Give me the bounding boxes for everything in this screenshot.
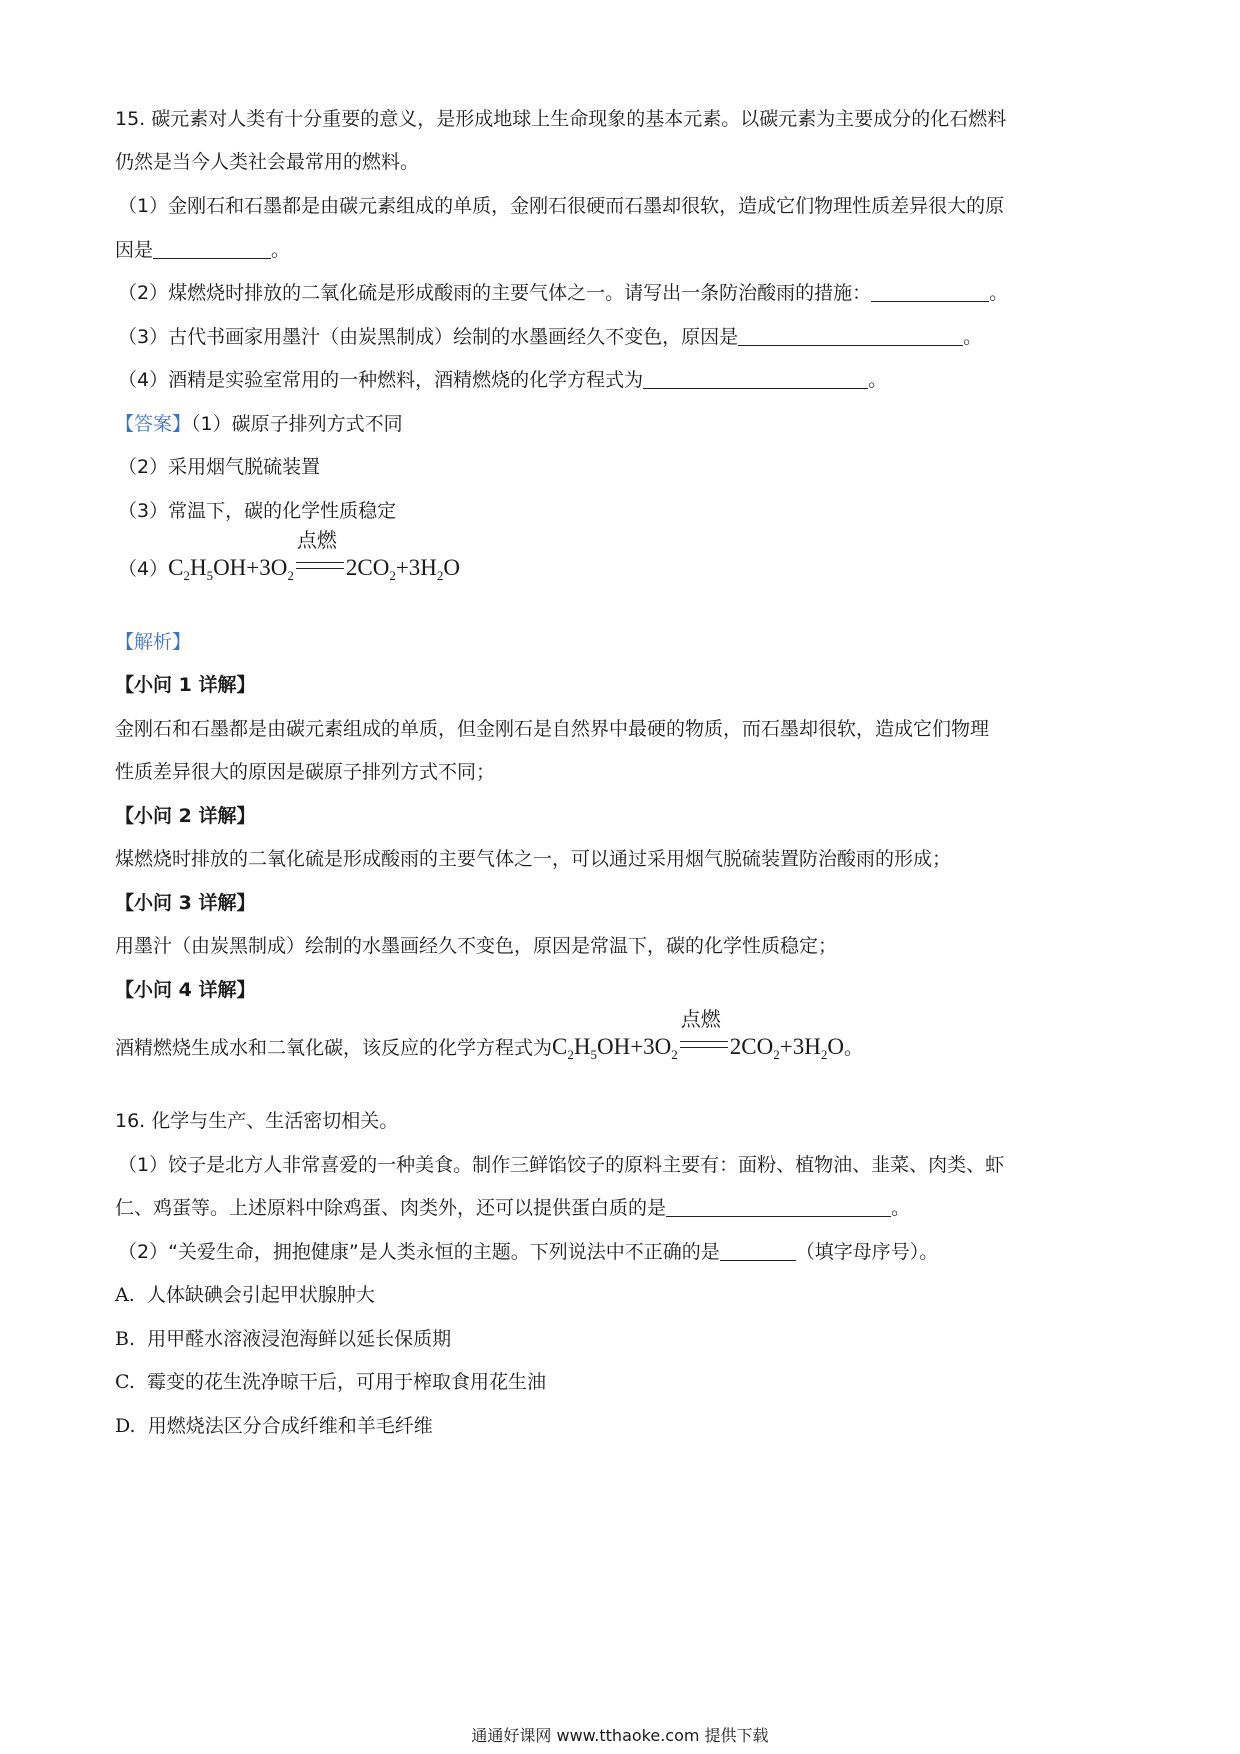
option-letter: C.	[115, 1371, 135, 1393]
reaction-condition: 点燃	[296, 551, 344, 577]
q16-part1-line2	[115, 1195, 910, 1221]
answer-2: （2）采用烟气脱硫装置	[118, 456, 321, 478]
answer-blank	[643, 368, 868, 389]
option-text: 人体缺碘会引起甲状腺肿大	[146, 1284, 375, 1306]
answer-blank	[666, 1196, 891, 1217]
subquestion-4-heading: 【小问 4 详解】	[115, 979, 256, 1001]
period: 。	[963, 326, 983, 348]
option-c	[115, 1369, 546, 1395]
q15-part3	[118, 324, 982, 350]
analysis-tag: 【解析】	[115, 631, 192, 653]
reaction-condition: 点燃	[680, 1030, 728, 1056]
option-letter: D.	[115, 1415, 136, 1437]
subquestion-3-heading: 【小问 3 详解】	[115, 892, 256, 914]
period: 。	[271, 239, 291, 261]
chemical-equation: $C_2H_5OH+3O_2$ 点燃 $2CO_2+3H_2O$	[168, 528, 461, 583]
q16-part2-text: （2）“关爱生命，拥抱健康”是人类永恒的主题。下列说法中不正确的是	[118, 1241, 720, 1263]
chemical-equation-repeat: $C_2H_5OH+3O_2$ 点燃 $2CO_2+3H_2O$	[552, 1007, 844, 1062]
analysis-4	[115, 1007, 863, 1062]
option-d	[115, 1413, 433, 1439]
q15-part2	[118, 280, 1008, 306]
option-letter: B.	[115, 1328, 136, 1350]
analysis-1-line1: 金刚石和石墨都是由碳元素组成的单质，但金刚石是自然界中最硬的物质，而石墨却很软，造成它们物理	[115, 718, 990, 740]
q15-stem-line2: 仍然是当今人类社会最常用的燃料。	[115, 151, 420, 173]
option-letter: A.	[115, 1284, 135, 1306]
q15-part2-text: （2）煤燃烧时排放的二氧化硫是形成酸雨的主要气体之一。请写出一条防治酸雨的措施：	[118, 282, 872, 304]
answer-blank	[871, 281, 989, 302]
q15-part1-line2	[115, 237, 290, 263]
answer-4-prefix: （4）	[118, 558, 169, 580]
subquestion-2-heading: 【小问 2 详解】	[115, 805, 256, 827]
option-a	[115, 1282, 375, 1308]
option-b	[115, 1326, 451, 1352]
subquestion-1-heading: 【小问 1 详解】	[115, 674, 256, 696]
q15-part3-text: （3）古代书画家用墨汁（由炭黑制成）绘制的水墨画经久不变色，原因是	[118, 326, 739, 348]
answer-blank	[738, 325, 963, 346]
option-text: 霉变的花生洗净晾干后，可用于榨取食用花生油	[147, 1371, 547, 1393]
analysis-1-line2: 性质差异很大的原因是碳原子排列方式不同；	[115, 761, 496, 783]
period: 。	[843, 1037, 863, 1059]
period: 。	[891, 1197, 911, 1219]
analysis-3: 用墨汁（由炭黑制成）绘制的水墨画经久不变色，原因是常温下，碳的化学性质稳定；	[115, 935, 838, 957]
answer-line1	[115, 411, 403, 437]
q16-part2-hint: （填字母序号）。	[795, 1241, 939, 1263]
q15-part1-text: 因是	[115, 239, 154, 261]
page-footer: 通通好课网 www.tthaoke.com 提供下载	[471, 1726, 769, 1745]
q16-part1-line1: （1）饺子是北方人非常喜爱的一种美食。制作三鲜馅饺子的原料主要有：面粉、植物油、韭菜、肉类、虾	[118, 1154, 1005, 1176]
answer-tag: 【答案】	[115, 413, 192, 435]
q16-stem: 16. 化学与生产、生活密切相关。	[115, 1110, 399, 1132]
answer-blank	[153, 238, 271, 259]
option-text: 用甲醛水溶液浸泡海鲜以延长保质期	[147, 1328, 452, 1350]
analysis-2: 煤燃烧时排放的二氧化硫是形成酸雨的主要气体之一，可以通过采用烟气脱硫装置防治酸雨的形成；	[115, 848, 952, 870]
q16-part1-text: 仁、鸡蛋等。上述原料中除鸡蛋、肉类外，还可以提供蛋白质的是	[115, 1197, 667, 1219]
period: 。	[989, 282, 1009, 304]
q15-part1-line1: （1）金刚石和石墨都是由碳元素组成的单质，金刚石很硬而石墨却很软，造成它们物理性质差异很大的原	[118, 195, 1005, 217]
q15-part4	[118, 367, 887, 393]
option-text: 用燃烧法区分合成纤维和羊毛纤维	[147, 1415, 433, 1437]
answer-3: （3）常温下，碳的化学性质稳定	[118, 500, 397, 522]
q15-part4-text: （4）酒精是实验室常用的一种燃料，酒精燃烧的化学方程式为	[118, 369, 644, 391]
q16-part2	[118, 1239, 938, 1265]
answer-blank	[720, 1240, 796, 1261]
answer-1: （1）碳原子排列方式不同	[191, 413, 403, 435]
q15-stem-line1: 15. 碳元素对人类有十分重要的意义，是形成地球上生命现象的基本元素。以碳元素为主要成分的化石燃料	[115, 108, 1007, 130]
period: 。	[868, 369, 888, 391]
answer-4	[118, 528, 461, 583]
analysis-4-text: 酒精燃烧生成水和二氧化碳，该反应的化学方程式为	[115, 1037, 553, 1059]
